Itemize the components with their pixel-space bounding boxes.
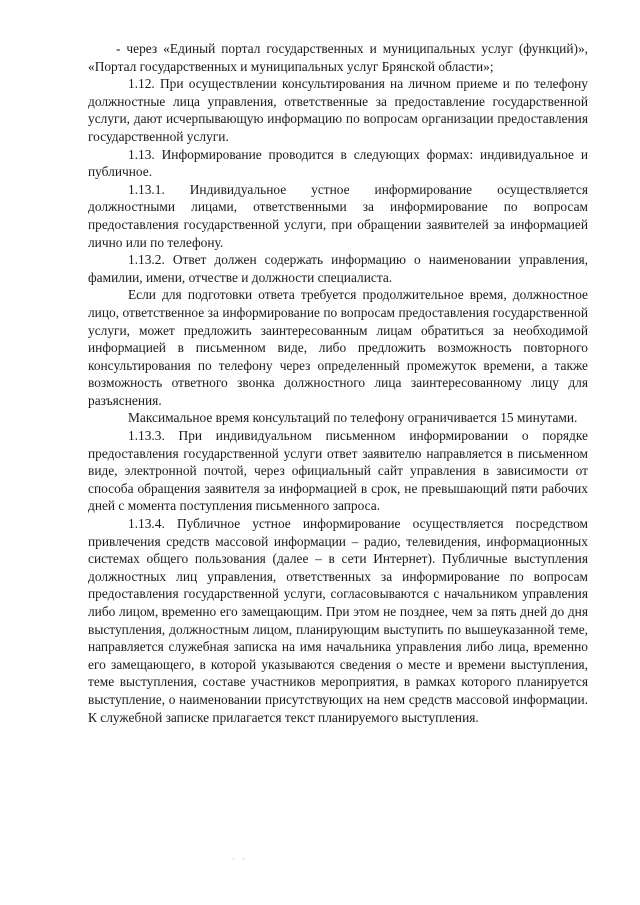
paragraph-1-13-3: 1.13.3. При индивидуальном письменном информировании о порядке предоставления государственной услуги ответ заявителю направляется в письменном виде, электронной почтой, через официальный сайт управления в зависимости от способа обращения заявителя за информацией в срок, не превышающий пяти рабочих дней с момента поступления письменного запроса. xyxy=(88,428,588,514)
paragraph-1-13: 1.13. Информирование проводится в следующих формах: индивидуальное и публичное. xyxy=(88,146,588,180)
document-page xyxy=(88,40,588,726)
scan-speck: · · xyxy=(232,855,245,864)
paragraph-1-13-2: 1.13.2. Ответ должен содержать информацию о наименовании управления, фамилии, имени, отчестве и должности специалиста. xyxy=(88,252,588,285)
paragraph-max-time: Максимальное время консультаций по телефону ограничивается 15 минутами. xyxy=(128,410,578,426)
paragraph-portal-list-item: - через «Единый портал государственных и муниципальных услуг (функций)», «Портал государственных и муниципальных услуг Брянской области»; xyxy=(88,41,588,74)
paragraph-1-12: 1.12. При осуществлении консультирования на личном приеме и по телефону должностные лица управления, ответственные за предоставление государственной услуги, дают исчерпывающую информацию по вопросам организации предоставления государственной услуги. xyxy=(88,76,588,144)
paragraph-1-13-1: 1.13.1. Индивидуальное устное информирование осуществляется должностными лицами, ответственными за информирование по вопросам предоставления государственной услуги, при обращении заявителей за информацией лично или по телефону. xyxy=(88,181,588,250)
paragraph-long-answer: Если для подготовки ответа требуется продолжительное время, должностное лицо, ответственное за информирование по вопросам предоставления государственной услуги, может предложить заинтересованным лицам обратиться за необходимой информацией в письменном виде, либо предложить возможность повторного консультирования по телефону через определенный промежуток времени, а также возможность ответного звонка должностного лица заинтересованному лицу для разъяснения. xyxy=(88,287,588,408)
paragraph-1-13-4: 1.13.4. Публичное устное информирование осуществляется посредством привлечения средств массовой информации – радио, телевидения, информационных системах общего пользования (далее – в сети Интернет). Публичные выступления должностных лиц управления, ответственных за информирование по вопросам предоставления государственной услуги, согласовываются с начальником управления либо лицом, временно его замещающим. При этом не позднее, чем за пять дней до дня выступления, должностным лицом, планирующим выступить по вышеуказанной теме, направляется служебная записка на имя начальника управления либо лица, временно его замещающего, в которой указываются сведения о месте и времени выступления, теме выступления, составе участников мероприятия, в рамках которого планируется выступление, о наименовании присутствующих на нем средств массовой информации. К служебной записке прилагается текст планируемого выступления. xyxy=(88,516,588,725)
